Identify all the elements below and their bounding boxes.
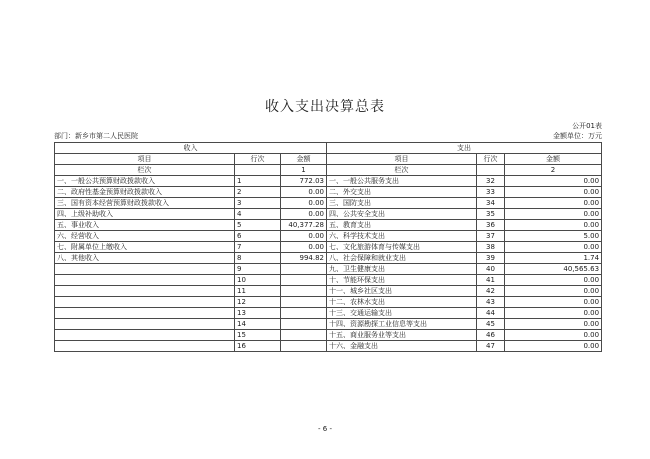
expense-row-no: 36 (477, 220, 505, 231)
income-amount (281, 330, 327, 341)
expense-amount: 0.00 (505, 242, 602, 253)
department-label: 部门：新乡市第二人民医院 (54, 132, 138, 140)
income-amount (281, 341, 327, 352)
income-amount-header: 金额 (281, 154, 327, 165)
income-item: 四、上级补助收入 (55, 209, 235, 220)
income-row-no: 14 (235, 319, 281, 330)
table-row (55, 341, 602, 352)
table-row (55, 286, 602, 297)
income-amount: 0.00 (281, 231, 327, 242)
income-amount (281, 264, 327, 275)
expense-column-index: 2 (505, 165, 602, 176)
income-column-index: 1 (281, 165, 327, 176)
income-row-no-header: 行次 (235, 154, 281, 165)
table-row (55, 187, 602, 198)
table-row (55, 242, 602, 253)
expense-item: 十、节能环保支出 (327, 275, 477, 286)
income-row-no: 6 (235, 231, 281, 242)
expense-column-label: 栏次 (327, 165, 477, 176)
expense-row-no: 37 (477, 231, 505, 242)
income-expense-table (54, 142, 602, 352)
expense-row-no: 35 (477, 209, 505, 220)
income-item (55, 319, 235, 330)
expense-item: 七、文化旅游体育与传媒支出 (327, 242, 477, 253)
expense-item: 十六、金融支出 (327, 341, 477, 352)
income-row-no: 13 (235, 308, 281, 319)
table-row (55, 198, 602, 209)
expense-amount: 1.74 (505, 253, 602, 264)
expense-item: 十四、资源勘探工业信息等支出 (327, 319, 477, 330)
expense-row-no: 44 (477, 308, 505, 319)
expense-amount: 0.00 (505, 176, 602, 187)
expense-row-no: 38 (477, 242, 505, 253)
income-column-blank (235, 165, 281, 176)
expense-amount: 0.00 (505, 341, 602, 352)
expense-row-no: 32 (477, 176, 505, 187)
column-header-row (55, 154, 602, 165)
income-item (55, 275, 235, 286)
expense-amount: 0.00 (505, 220, 602, 231)
income-item: 六、经营收入 (55, 231, 235, 242)
amount-unit-label: 金额单位：万元 (553, 132, 602, 140)
expense-item: 五、教育支出 (327, 220, 477, 231)
expense-row-no: 40 (477, 264, 505, 275)
expense-row-no: 46 (477, 330, 505, 341)
income-item (55, 297, 235, 308)
income-amount: 0.00 (281, 209, 327, 220)
expense-item: 十五、商业服务业等支出 (327, 330, 477, 341)
column-index-row (55, 165, 602, 176)
expense-item: 十一、城乡社区支出 (327, 286, 477, 297)
expense-amount: 0.00 (505, 297, 602, 308)
income-amount (281, 297, 327, 308)
expense-row-no: 41 (477, 275, 505, 286)
expense-amount: 0.00 (505, 187, 602, 198)
table-row (55, 330, 602, 341)
income-amount (281, 275, 327, 286)
income-row-no: 12 (235, 297, 281, 308)
form-number: 公开01表 (572, 122, 602, 130)
expense-item: 二、外交支出 (327, 187, 477, 198)
section-header-row (55, 143, 602, 154)
income-row-no: 4 (235, 209, 281, 220)
income-item (55, 308, 235, 319)
income-row-no: 16 (235, 341, 281, 352)
expense-row-no: 39 (477, 253, 505, 264)
table-row (55, 319, 602, 330)
income-row-no: 8 (235, 253, 281, 264)
expense-row-no-header: 行次 (477, 154, 505, 165)
page-number: - 6 - (318, 425, 332, 433)
expense-row-no: 45 (477, 319, 505, 330)
income-section-header: 收入 (55, 143, 327, 154)
expense-amount: 0.00 (505, 308, 602, 319)
table-row (55, 264, 602, 275)
income-row-no: 7 (235, 242, 281, 253)
expense-item: 八、社会保障和就业支出 (327, 253, 477, 264)
income-amount: 994.82 (281, 253, 327, 264)
expense-row-no: 47 (477, 341, 505, 352)
expense-amount: 0.00 (505, 286, 602, 297)
table-row (55, 253, 602, 264)
income-item: 五、事业收入 (55, 220, 235, 231)
expense-amount: 0.00 (505, 275, 602, 286)
income-amount (281, 308, 327, 319)
income-item: 八、其他收入 (55, 253, 235, 264)
page-title: 收入支出决算总表 (265, 99, 385, 115)
table-row (55, 308, 602, 319)
income-item (55, 341, 235, 352)
income-row-no: 1 (235, 176, 281, 187)
income-item: 二、政府性基金预算财政拨款收入 (55, 187, 235, 198)
expense-row-no: 43 (477, 297, 505, 308)
expense-row-no: 33 (477, 187, 505, 198)
expense-amount: 0.00 (505, 198, 602, 209)
income-row-no: 2 (235, 187, 281, 198)
income-row-no: 11 (235, 286, 281, 297)
expense-row-no: 42 (477, 286, 505, 297)
income-item (55, 286, 235, 297)
expense-item: 四、公共安全支出 (327, 209, 477, 220)
expense-item-header: 项目 (327, 154, 477, 165)
table-row (55, 297, 602, 308)
income-amount: 0.00 (281, 198, 327, 209)
income-item-header: 项目 (55, 154, 235, 165)
expense-amount: 40,565.63 (505, 264, 602, 275)
income-amount: 772.03 (281, 176, 327, 187)
expense-item: 一、一般公共服务支出 (327, 176, 477, 187)
expense-amount-header: 金额 (505, 154, 602, 165)
income-amount: 0.00 (281, 187, 327, 198)
expense-item: 十三、交通运输支出 (327, 308, 477, 319)
income-column-label: 栏次 (55, 165, 235, 176)
income-row-no: 15 (235, 330, 281, 341)
expense-section-header: 支出 (327, 143, 602, 154)
income-amount: 0.00 (281, 242, 327, 253)
income-amount (281, 286, 327, 297)
table-row (55, 176, 602, 187)
expense-item: 十二、农林水支出 (327, 297, 477, 308)
income-item (55, 264, 235, 275)
income-item (55, 330, 235, 341)
table-row (55, 275, 602, 286)
expense-item: 六、科学技术支出 (327, 231, 477, 242)
expense-column-blank (477, 165, 505, 176)
income-amount: 40,377.28 (281, 220, 327, 231)
table-row (55, 231, 602, 242)
expense-item: 九、卫生健康支出 (327, 264, 477, 275)
expense-row-no: 34 (477, 198, 505, 209)
income-row-no: 5 (235, 220, 281, 231)
income-amount (281, 319, 327, 330)
income-row-no: 3 (235, 198, 281, 209)
income-item: 一、一般公共预算财政拨款收入 (55, 176, 235, 187)
income-item: 三、国有资本经营预算财政拨款收入 (55, 198, 235, 209)
table-row (55, 209, 602, 220)
expense-amount: 0.00 (505, 330, 602, 341)
income-item: 七、附属单位上缴收入 (55, 242, 235, 253)
table-row (55, 220, 602, 231)
income-row-no: 10 (235, 275, 281, 286)
expense-item: 三、国防支出 (327, 198, 477, 209)
expense-amount: 5.00 (505, 231, 602, 242)
income-row-no: 9 (235, 264, 281, 275)
expense-amount: 0.00 (505, 209, 602, 220)
expense-amount: 0.00 (505, 319, 602, 330)
